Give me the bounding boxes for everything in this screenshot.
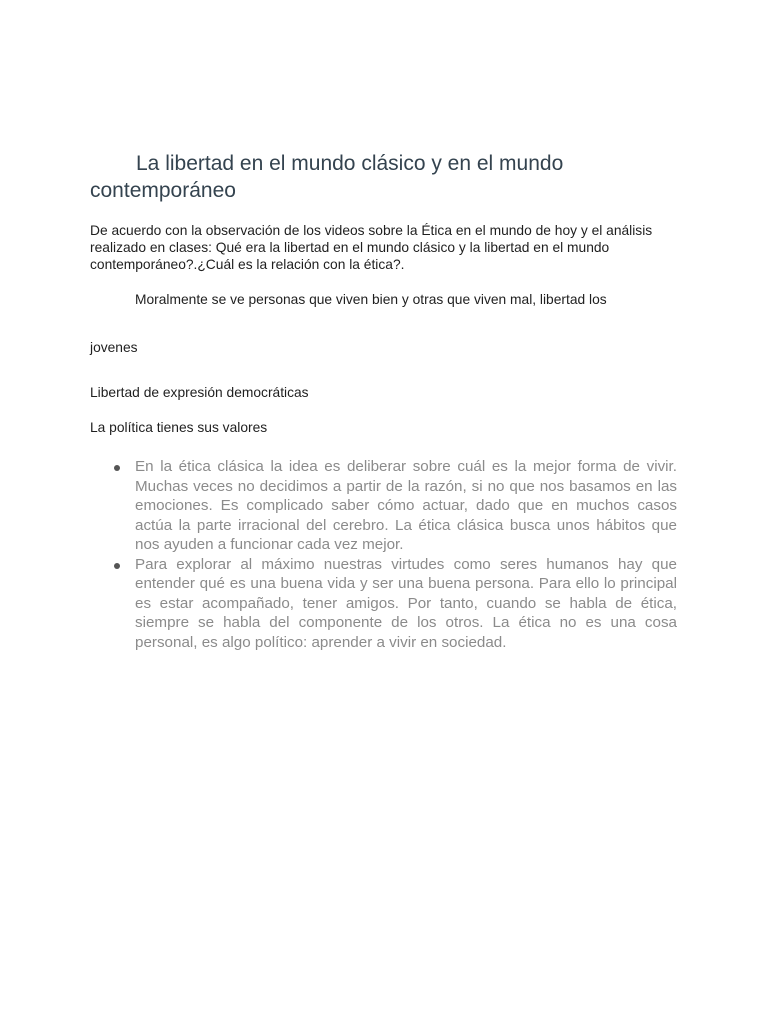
document-title: La libertad en el mundo clásico y en el mundo contemporáneo (90, 152, 564, 202)
bullet-item-virtues (112, 555, 677, 653)
bullet-dot-icon (114, 563, 120, 569)
bullet-list (112, 457, 677, 652)
politica-line: La política tienes sus valores (90, 420, 268, 435)
libertad-expresion-line: Libertad de expresión democráticas (90, 385, 309, 400)
bullet-text: Para explorar al máximo nuestras virtudes como seres humanos hay que entender qué es una buena vida y ser una buena persona. Para ello lo principal es estar acompañado, tener amigos. Por tanto, cuando se habla de ética, siempre se habla del componente de los otros. La ética no es una cosa personal, es algo político: aprender a vivir en sociedad. (135, 555, 677, 651)
intro-paragraph: De acuerdo con la observación de los videos sobre la Ética en el mundo de hoy y el análisis realizado en clases: Qué era la libertad en el mundo clásico y la libertad en el mundo contemporáneo?.¿Cuál es la relación con la ética?. (90, 223, 653, 272)
jovenes-line: jovenes (90, 340, 138, 355)
bullet-item-classical-ethics (112, 457, 677, 555)
bullet-dot-icon (114, 465, 120, 471)
bullet-text: En la ética clásica la idea es deliberar sobre cuál es la mejor forma de vivir. Muchas veces no decidimos a partir de la razón, si no que nos basamos en las emociones. Es complicado saber cómo actuar, dado que en muchos casos actúa la parte irracional del cerebro. La ética clásica busca unos hábitos que nos ayuden a funcionar cada vez mejor. (135, 458, 677, 553)
moral-paragraph: Moralmente se ve personas que viven bien y otras que viven mal, libertad los (135, 292, 607, 307)
